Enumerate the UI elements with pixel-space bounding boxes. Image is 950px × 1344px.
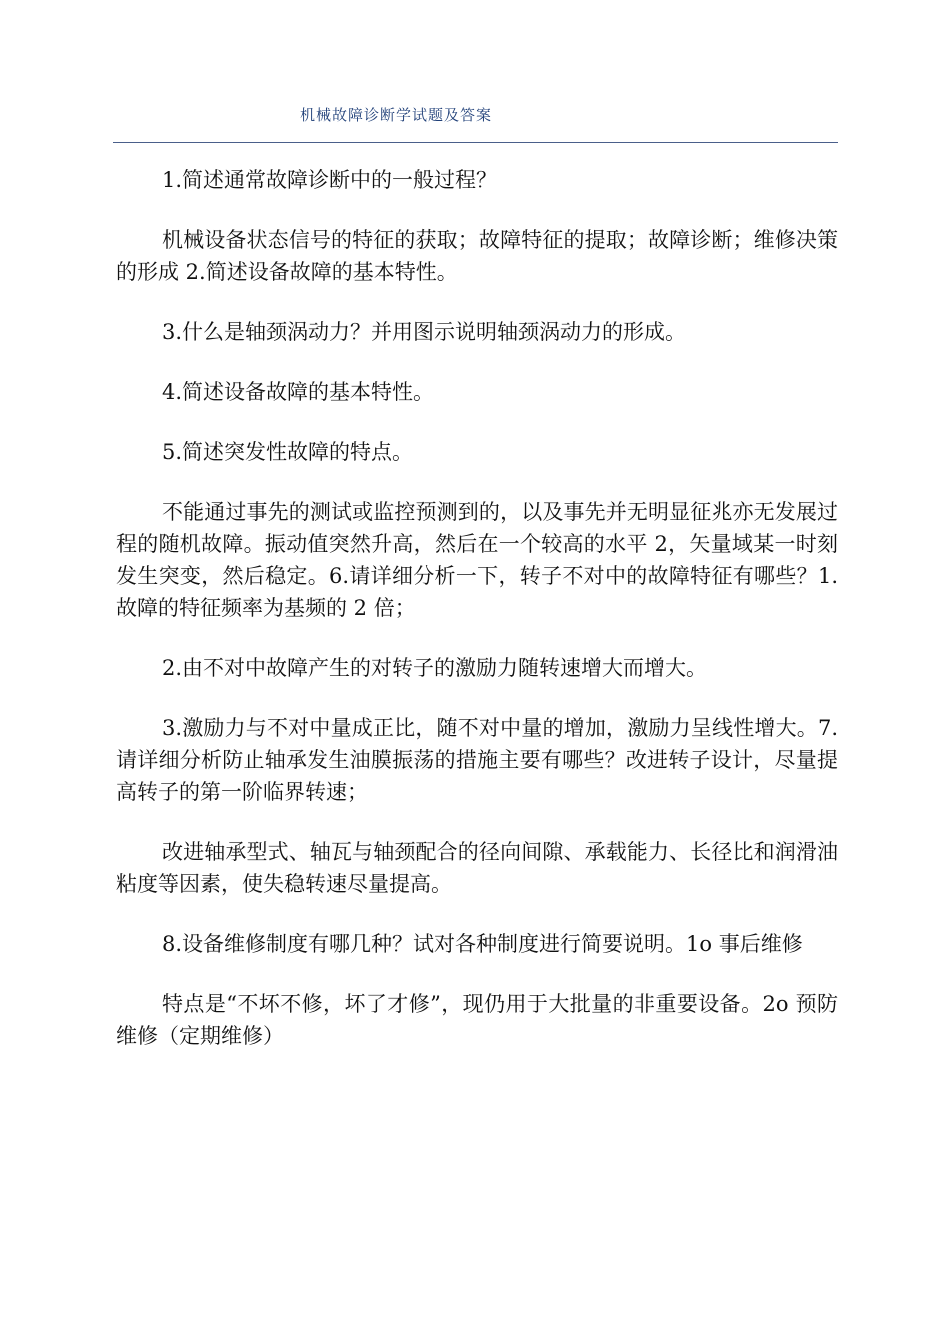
paragraph-q1: 1.简述通常故障诊断中的一般过程？ [162, 168, 498, 192]
document-header-title: 机械故障诊断学试题及答案 [300, 106, 493, 124]
paragraph-a7: 改进轴承型式、轴瓦与轴颈配合的径向间隙、承载能力、长径比和润滑油粘度等因素，使失稳转速尽量提高。 [116, 840, 838, 896]
paragraph-a8: 特点是“不坏不修，坏了才修”，现仍用于大批量的非重要设备。2o 预防维修（定期维修） [116, 992, 838, 1048]
paragraph-q4: 4.简述设备故障的基本特性。 [162, 380, 435, 404]
paragraph-a5-q6: 不能通过事先的测试或监控预测到的，以及事先并无明显征兆亦无发展过程的随机故障。振动值突然升高，然后在一个较高的水平 2，矢量域某一时刻发生突变，然后稳定。6.请详细分析一下，转子不对中的故障特征有哪些？1.故障的特征频率为基频的 2 倍； [116, 500, 838, 620]
paragraph-a1-q2: 机械设备状态信号的特征的获取；故障特征的提取；故障诊断；维修决策的形成 2.简述设备故障的基本特性。 [116, 228, 838, 284]
paragraph-a6-point2: 2.由不对中故障产生的对转子的激励力随转速增大而增大。 [162, 656, 708, 680]
paragraph-q8: 8.设备维修制度有哪几种？试对各种制度进行简要说明。1o 事后维修 [162, 932, 803, 956]
paragraph-q3: 3.什么是轴颈涡动力？并用图示说明轴颈涡动力的形成。 [162, 320, 687, 344]
paragraph-a6-point3-q7: 3.激励力与不对中量成正比，随不对中量的增加，激励力呈线性增大。7.请详细分析防止轴承发生油膜振荡的措施主要有哪些？改进转子设计，尽量提高转子的第一阶临界转速； [116, 716, 838, 804]
paragraph-q5: 5.简述突发性故障的特点。 [162, 440, 414, 464]
header-divider [113, 142, 838, 143]
document-body [116, 164, 838, 1080]
